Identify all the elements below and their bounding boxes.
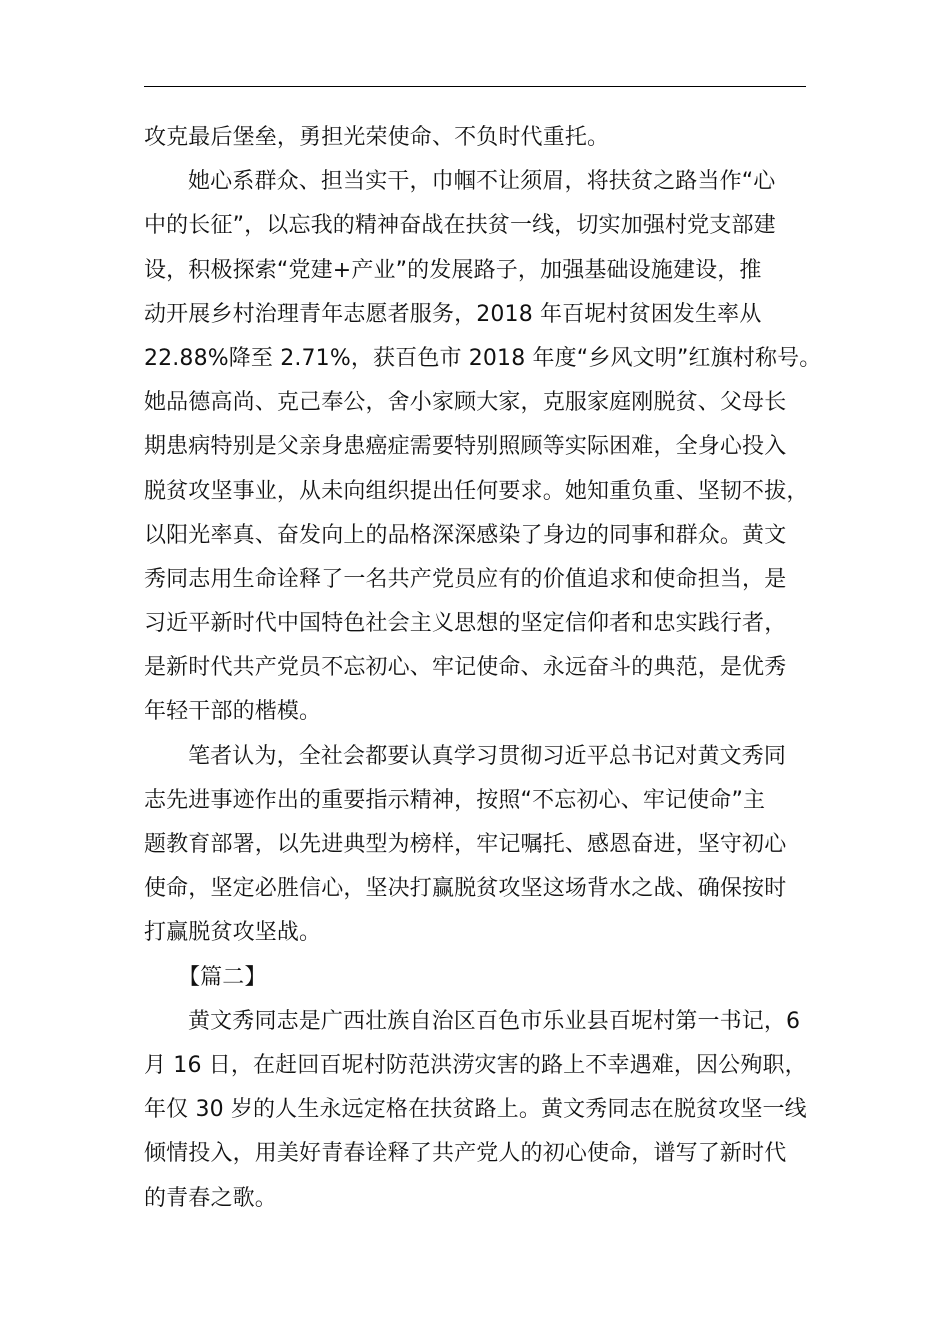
text-line: 年轻干部的楷模。 <box>144 699 322 725</box>
text-line: 她品德高尚、克己奉公，舍小家顾大家，克服家庭刚脱贫、父母长 <box>144 390 787 416</box>
text-line: 年仅 30 岁的人生永远定格在扶贫路上。黄文秀同志在脱贫攻坚一线 <box>144 1097 807 1123</box>
text-line: 习近平新时代中国特色社会主义思想的坚定信仰者和忠实践行者， <box>144 611 787 637</box>
header-rule <box>144 86 806 87</box>
paragraph-start-line: 她心系群众、担当实干，巾帼不让须眉，将扶贫之路当作“心 <box>188 169 776 195</box>
text-line: 以阳光率真、奋发向上的品格深深感染了身边的同事和群众。黄文 <box>144 522 787 548</box>
text-line: 22.88%降至 2.71%，获百色市 2018 年度“乡风文明”红旗村称号。 <box>144 345 822 371</box>
text-line: 的青春之歌。 <box>144 1185 277 1211</box>
paragraph-start-line: 黄文秀同志是广西壮族自治区百色市乐业县百坭村第一书记，6 <box>188 1008 801 1034</box>
text-line: 攻克最后堡垒，勇担光荣使命、不负时代重托。 <box>144 125 610 150</box>
text-line: 使命，坚定必胜信心，坚决打赢脱贫攻坚这场背水之战、确保按时 <box>144 876 787 902</box>
text-line: 是新时代共产党员不忘初心、牢记使命、永远奋斗的典范，是优秀 <box>144 655 787 681</box>
text-line: 题教育部署，以先进典型为榜样，牢记嘱托、感恩奋进，坚守初心 <box>144 832 787 857</box>
text-line: 设，积极探索“党建+产业”的发展路子，加强基础设施建设，推 <box>144 257 762 283</box>
text-line: 脱贫攻坚事业，从未向组织提出任何要求。她知重负重、坚韧不拔， <box>144 478 809 504</box>
text-line: 打赢脱贫攻坚战。 <box>144 920 322 946</box>
text-line: 月 16 日，在赶回百坭村防范洪涝灾害的路上不幸遇难，因公殉职， <box>144 1052 807 1078</box>
text-line: 中的长征”，以忘我的精神奋战在扶贫一线，切实加强村党支部建 <box>144 213 776 239</box>
body-text <box>144 116 824 1221</box>
text-line: 动开展乡村治理青年志愿者服务，2018 年百坭村贫困发生率从 <box>144 301 762 327</box>
text-line: 期患病特别是父亲身患癌症需要特别照顾等实际困难，全身心投入 <box>144 434 787 460</box>
text-line: 秀同志用生命诠释了一名共产党员应有的价值追求和使命担当，是 <box>144 566 787 592</box>
paragraph-start-line: 笔者认为，全社会都要认真学习贯彻习近平总书记对黄文秀同 <box>188 743 787 769</box>
text-line: 倾情投入，用美好青春诠释了共产党人的初心使命，谱写了新时代 <box>144 1141 787 1167</box>
section-heading: 【篇二】 <box>178 964 267 990</box>
text-line: 志先进事迹作出的重要指示精神，按照“不忘初心、牢记使命”主 <box>144 787 766 813</box>
